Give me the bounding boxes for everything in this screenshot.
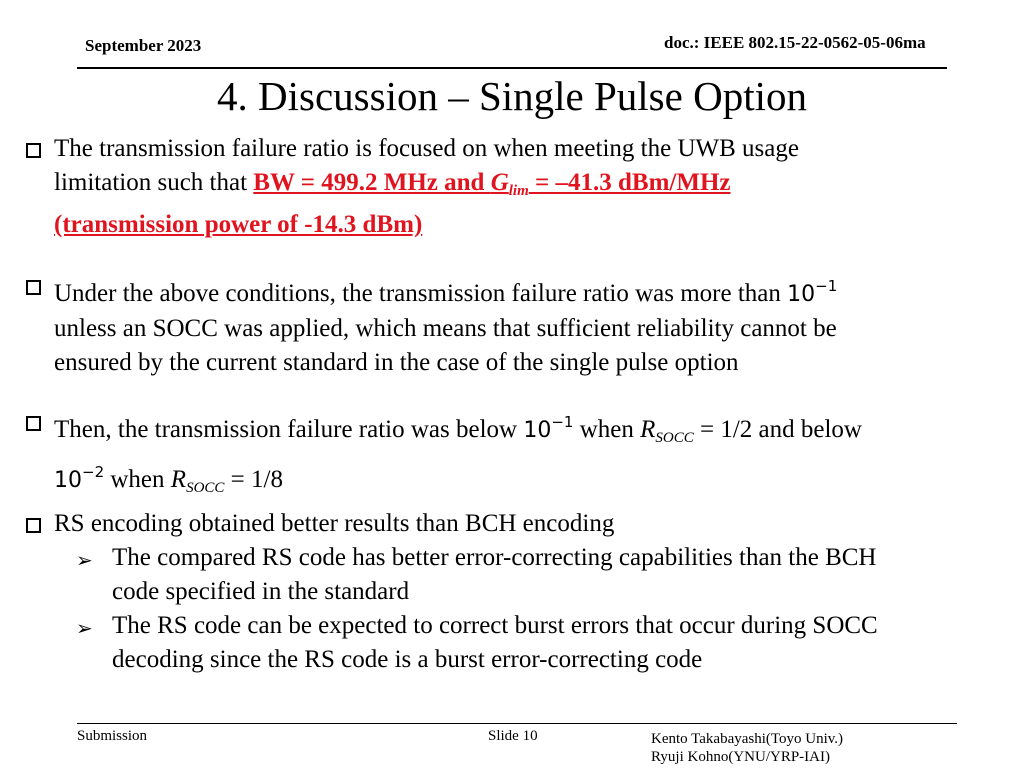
r-subscript: SOCC <box>655 430 694 446</box>
sub-bullet-1 <box>112 541 877 609</box>
rate-value: = 1/8 <box>224 466 283 493</box>
square-bullet-icon <box>26 416 41 431</box>
bullet-4: RS encoding obtained better results than BCH encoding <box>54 510 615 537</box>
bw-glim-highlight <box>253 169 731 199</box>
r-symbol: R <box>640 416 656 443</box>
power-base: 10 <box>523 418 552 443</box>
r-subscript: SOCC <box>186 480 225 496</box>
sub-bullet-1-line-2: code specified in the standard <box>112 578 410 605</box>
arrow-bullet-icon: ➢ <box>76 550 93 572</box>
sub-bullet-2 <box>112 609 878 677</box>
header-divider <box>77 67 947 69</box>
bullet-1-line-1: The transmission failure ratio is focused on when meeting the UWB usage <box>54 135 799 162</box>
header-doc-id: doc.: IEEE 802.15-22-0562-05-06ma <box>664 33 926 52</box>
header-date: September 2023 <box>85 36 202 55</box>
bullet-3 <box>54 405 862 505</box>
rate-value: = 1/2 and below <box>693 416 862 443</box>
bw-text: BW = 499.2 MHz and <box>253 169 491 196</box>
bullet-2-line-2: unless an SOCC was applied, which means that sufficient reliability cannot be <box>54 315 837 342</box>
footer-author-1: Kento Takabayashi(Toyo Univ.) <box>651 731 844 747</box>
glim-value: = –41.3 dBm/MHz <box>528 169 731 196</box>
bullet-2 <box>54 269 837 380</box>
sub-bullet-2-line-2: decoding since the RS code is a burst error-correcting code <box>112 646 703 673</box>
transmission-power-highlight: (transmission power of -14.3 dBm) <box>54 211 423 238</box>
bullet-2-line-3: ensured by the current standard in the case of the single pulse option <box>54 349 739 376</box>
footer-divider <box>77 723 957 724</box>
power-base: 10 <box>787 282 816 307</box>
bullet-1-line-3 <box>54 208 799 242</box>
sub-bullet-1-line-1: The compared RS code has better error-correcting capabilities than the BCH <box>112 544 877 571</box>
square-bullet-icon <box>26 280 41 295</box>
bullet-1-line-2 <box>54 166 799 208</box>
footer-author-2: Ryuji Kohno(YNU/YRP-IAI) <box>651 749 830 765</box>
glim-subscript: lim <box>508 183 529 199</box>
bullet-2-text: Under the above conditions, the transmission failure ratio was more than <box>54 280 788 307</box>
square-bullet-icon <box>26 518 41 533</box>
footer-slide-number: Slide 10 <box>488 728 538 744</box>
bullet-2-line-1 <box>54 269 837 312</box>
bullet-3-line-1 <box>54 405 862 455</box>
slide-title: 4. Discussion – Single Pulse Option <box>217 73 807 119</box>
power-exponent: −2 <box>82 463 105 481</box>
glim-symbol: G <box>490 169 509 196</box>
square-bullet-icon <box>26 143 41 158</box>
footer-submission: Submission <box>77 728 148 744</box>
bullet-1 <box>54 132 799 242</box>
when-text: when <box>573 416 641 443</box>
power-base: 10 <box>54 468 82 493</box>
power-exponent: −1 <box>551 413 574 431</box>
arrow-bullet-icon: ➢ <box>76 618 93 640</box>
r-symbol: R <box>170 466 187 493</box>
power-exponent: −1 <box>815 277 838 295</box>
bullet-1-text: limitation such that <box>54 169 254 196</box>
when-text: when <box>104 466 171 493</box>
bullet-3-text: Then, the transmission failure ratio was below <box>54 416 524 443</box>
bullet-3-line-2 <box>54 455 862 505</box>
sub-bullet-2-line-1: The RS code can be expected to correct burst errors that occur during SOCC <box>112 612 878 639</box>
